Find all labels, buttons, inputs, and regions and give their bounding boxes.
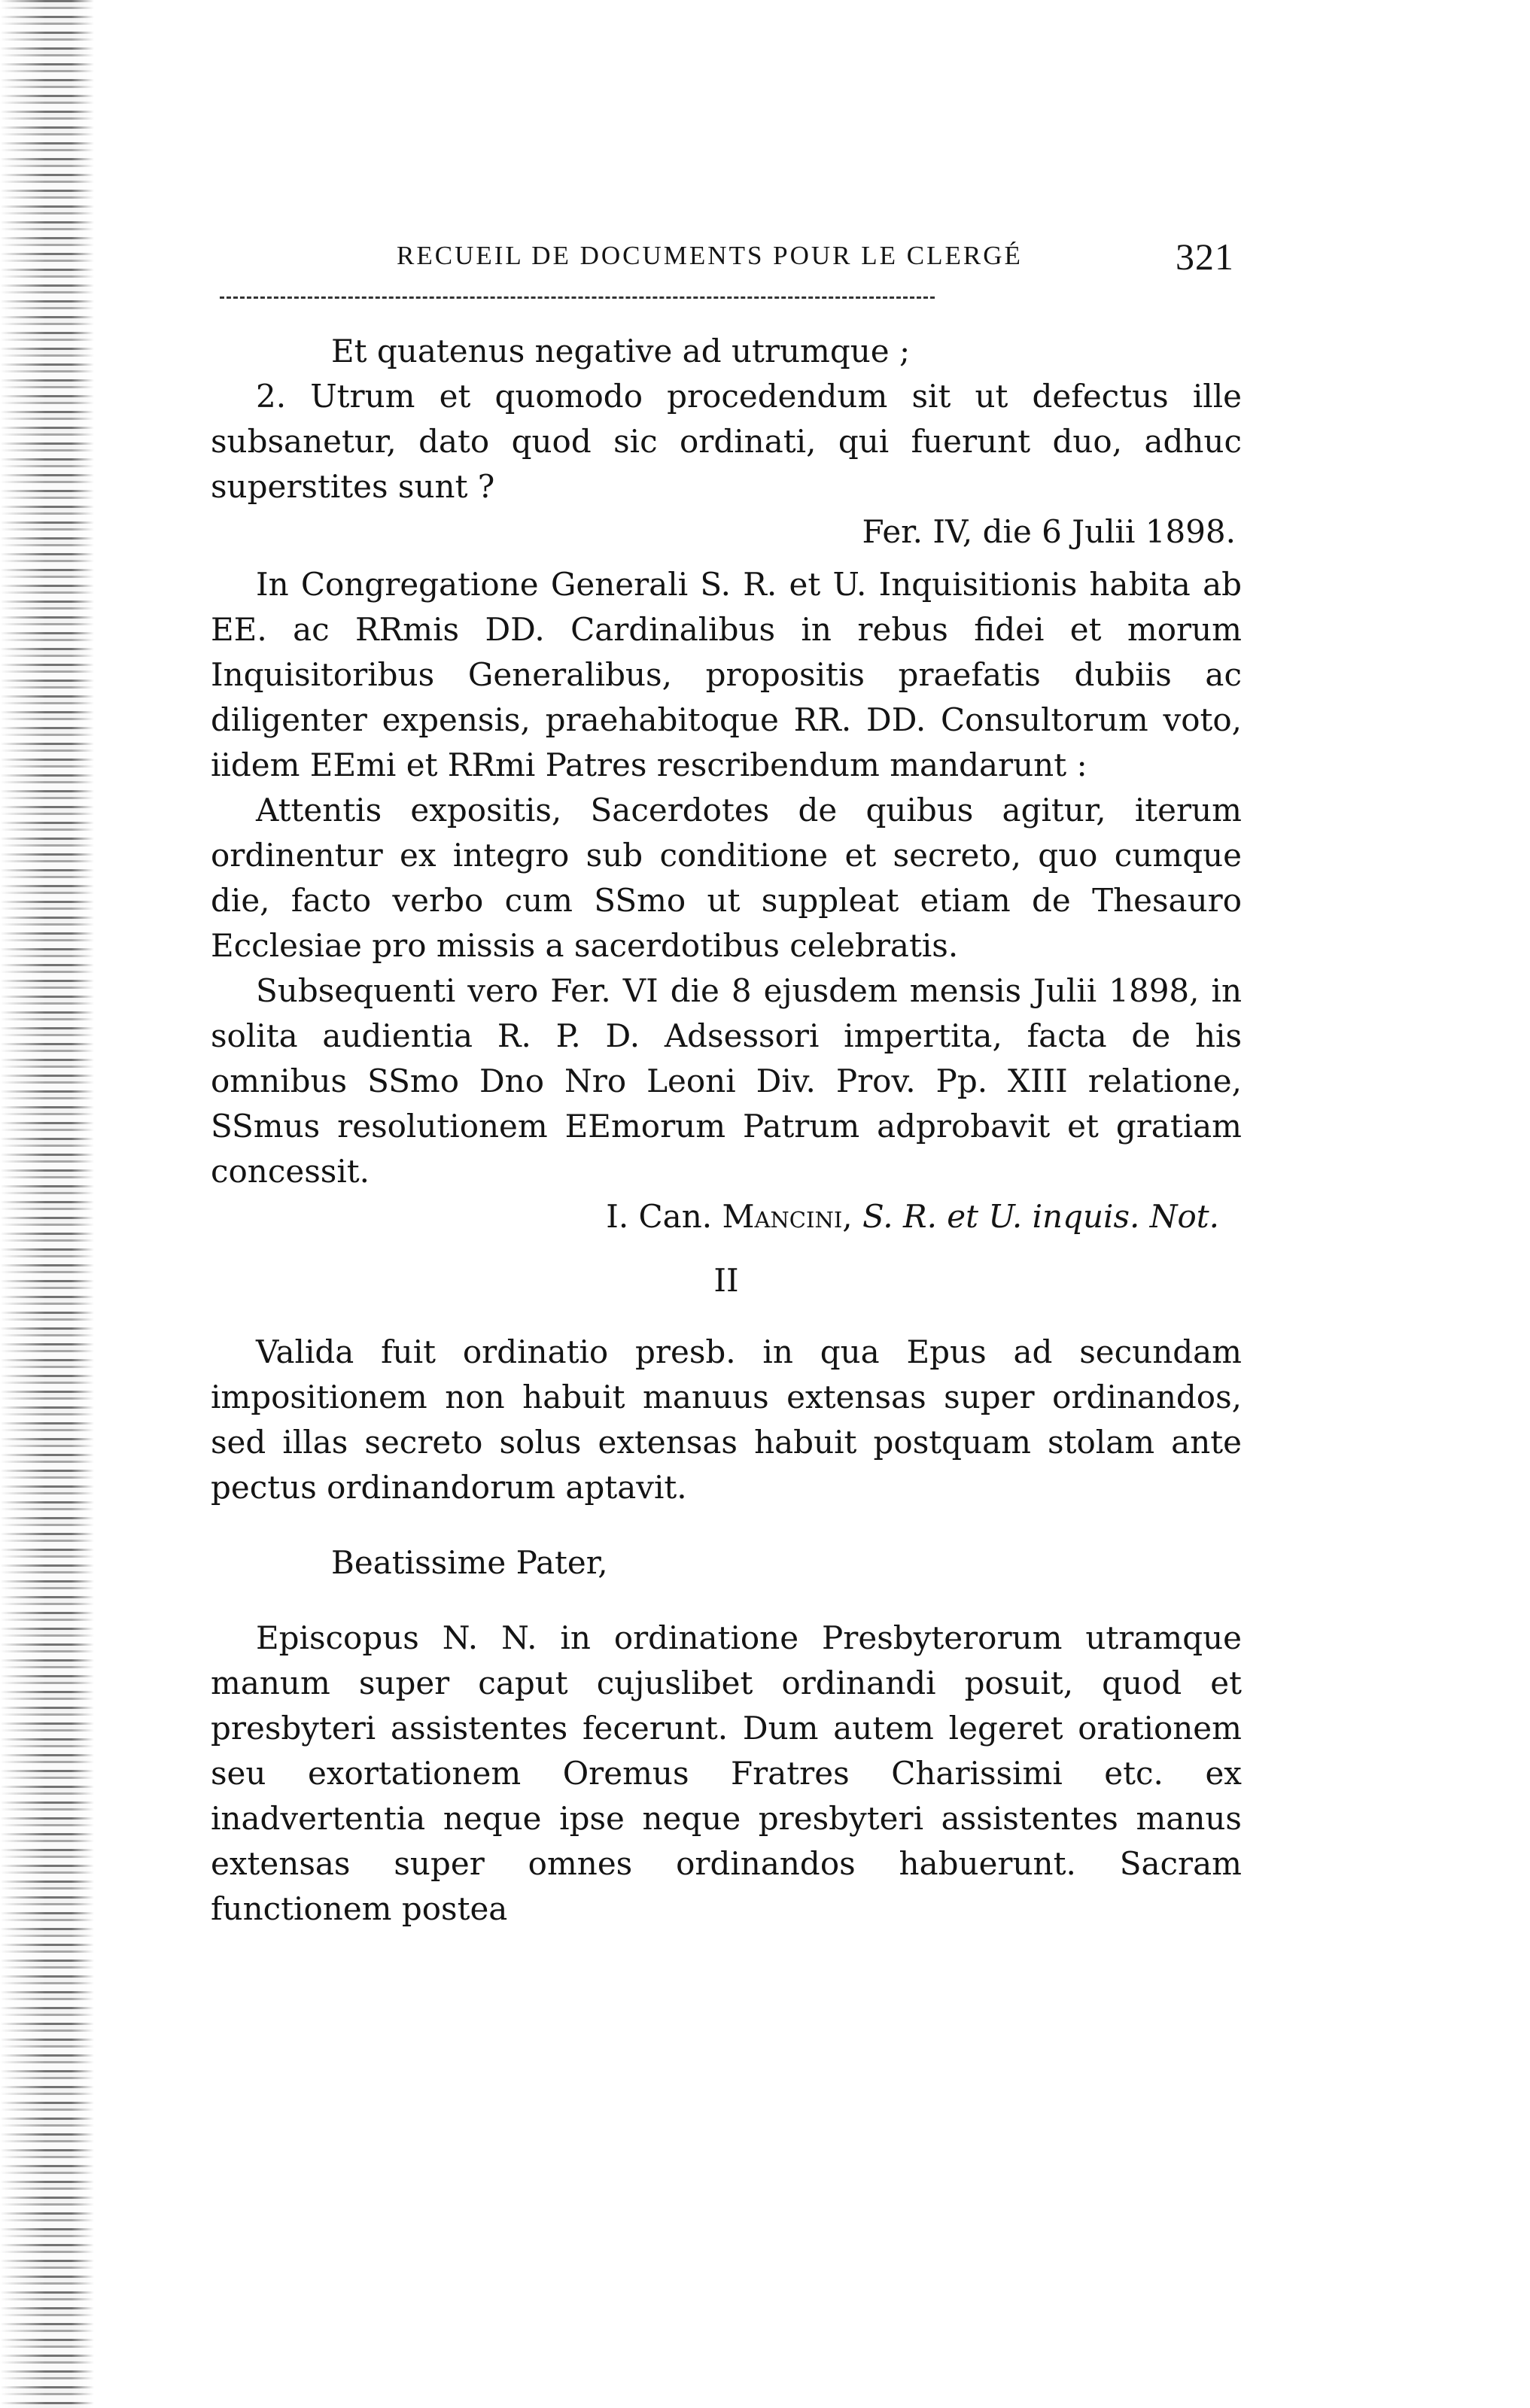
scan-binding-edge xyxy=(0,0,94,2408)
paragraph-quatenus: Et quatenus negative ad utrumque ; xyxy=(331,333,911,369)
page-number: 321 xyxy=(1176,236,1234,278)
paragraph-congregatio: In Congregatione Generali S. R. et U. Inquisitionis habita ab EE. ac RRmis DD. Cardinalibus in rebus fidei et morum Inquisitoribus Generalibus, propositis praefatis dubiis ac diligenter expensis, praehabitoque RR. DD. Consultorum voto, iidem EEmi et RRmi Patres rescribendum mandarunt : xyxy=(211,566,1242,783)
paragraph-valida: Valida fuit ordinatio presb. in qua Epus ad secundam impositionem non habuit manuus extensas super ordinandos, sed illas secreto solus extensas habuit postquam stolam ante pectus ordinandorum aptavit. xyxy=(211,1333,1242,1506)
running-title: RECUEIL DE DOCUMENTS POUR LE CLERGÉ xyxy=(397,241,1023,270)
paragraph-question-2: 2. Utrum et quomodo procedendum sit ut defectus ille subsanetur, dato quod sic ordinati, qui fuerunt duo, adhuc superstites sunt ? xyxy=(211,378,1242,505)
signature-name: Mancini, xyxy=(722,1198,853,1235)
signature-suffix: S. R. et U. inquis. Not. xyxy=(862,1198,1219,1235)
salutation: Beatissime Pater, xyxy=(331,1544,608,1581)
paragraph-subsequenti: Subsequenti vero Fer. VI die 8 ejusdem mensis Julii 1898, in solita audientia R. P. D. Adsessori impertita, facta de his omnibus SSmo Dno Nro Leoni Div. Prov. Pp. XIII relatione, SSmus resolutionem EEmorum Patrum adprobavit et gratiam concessit. xyxy=(211,972,1242,1190)
date-line: Fer. IV, die 6 Julii 1898. xyxy=(862,513,1236,550)
paragraph-episcopus: Episcopus N. N. in ordinatione Presbyterorum utramque manum super caput cujuslibet ordinandi posuit, quod et presbyteri assistentes fecerunt. Dum autem legeret orationem seu exortationem Oremus Fratres Charissimi etc. ex inadvertentia neque ipse neque presbyteri assistentes manus extensas super omnes ordinandos habuerunt. Sacram functionem postea xyxy=(211,1619,1242,1927)
document-page xyxy=(211,218,1242,1932)
signature-line xyxy=(211,1194,1242,1239)
paragraph-attentis: Attentis expositis, Sacerdotes de quibus agitur, iterum ordinentur ex integro sub conditione et secreto, quo cumque die, facto verbo cum SSmo ut suppleat etiam de Thesauro Ecclesiae pro missis a sacerdotibus celebratis. xyxy=(211,792,1242,964)
signature-prefix: I. Can. xyxy=(606,1198,713,1235)
running-header xyxy=(211,218,1242,286)
header-rule xyxy=(220,296,935,299)
section-number: II xyxy=(713,1262,739,1299)
